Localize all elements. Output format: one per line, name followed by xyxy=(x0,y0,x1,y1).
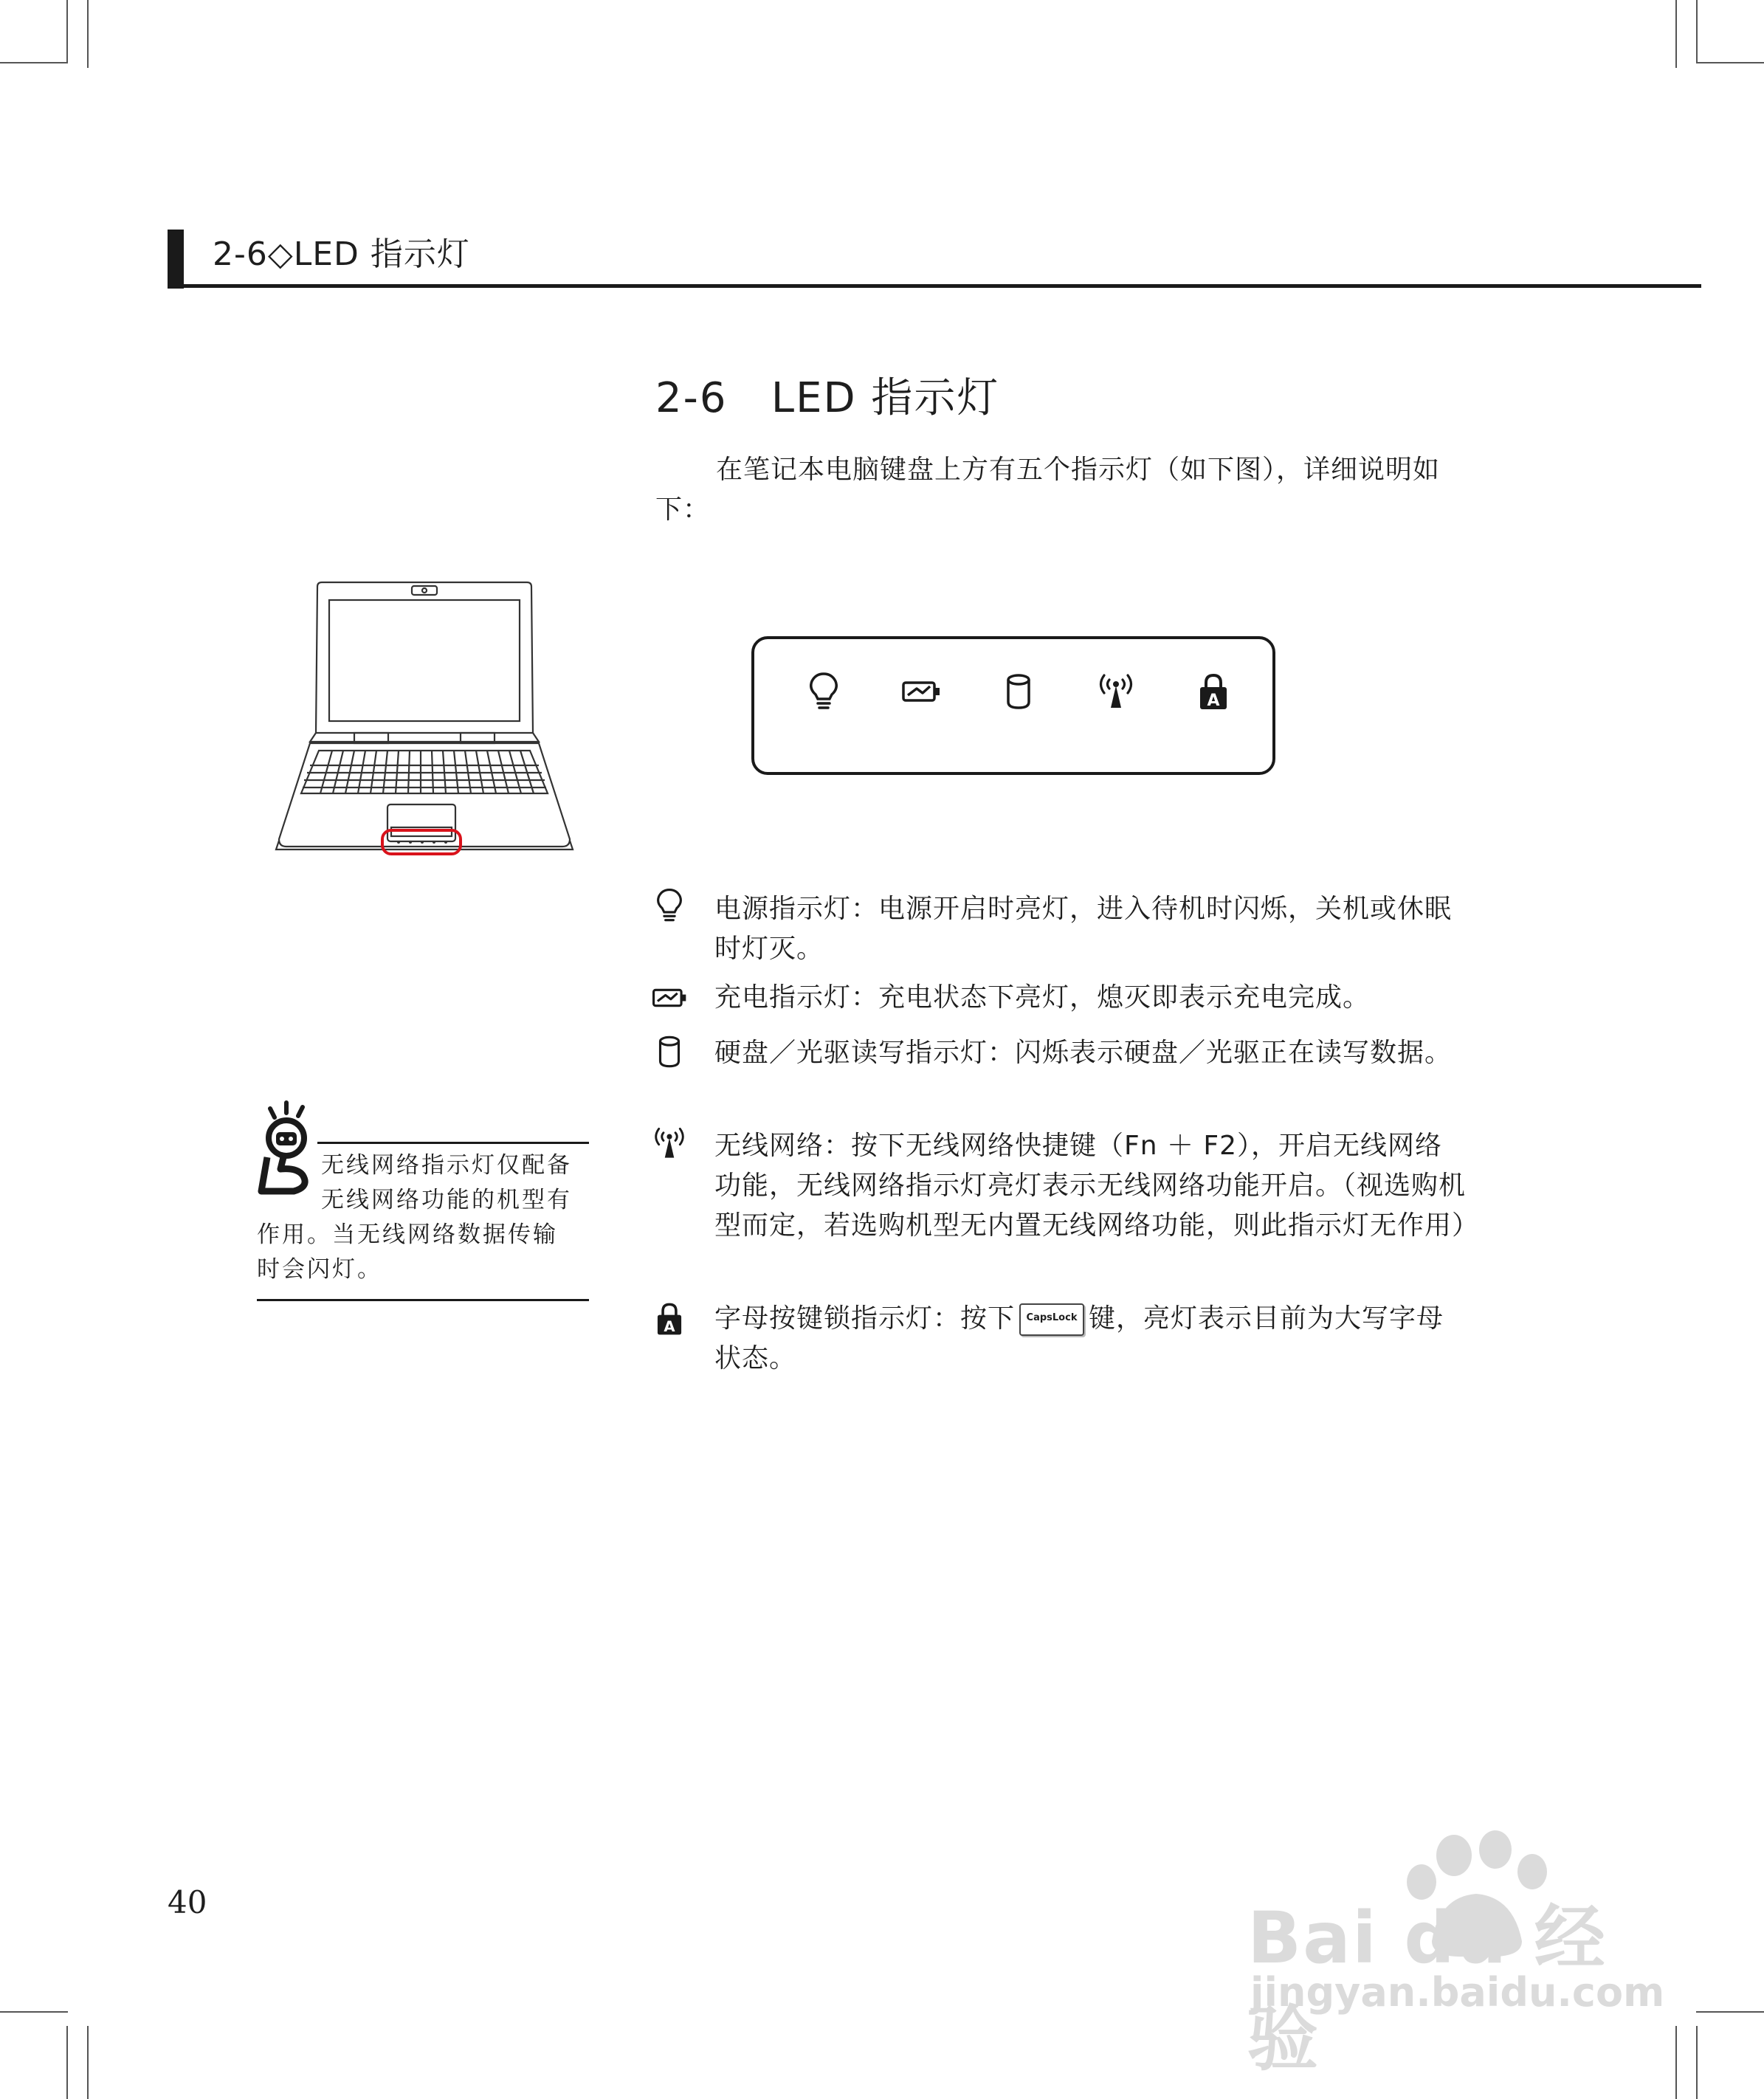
crop-mark xyxy=(1675,0,1677,68)
note-line-2: 无线网络功能的机型有 xyxy=(321,1187,572,1213)
power-icon xyxy=(803,671,844,712)
crop-mark xyxy=(66,0,68,62)
battery-charge-icon xyxy=(900,671,942,712)
capslock-icon xyxy=(651,1300,688,1337)
capslock-led-description xyxy=(714,1299,1469,1379)
crop-mark xyxy=(1696,2011,1764,2013)
page-number: 40 xyxy=(168,1884,207,1920)
note-line-3: 作用。当无线网络数据传输 xyxy=(257,1221,558,1248)
crop-mark xyxy=(1675,2026,1677,2099)
crop-mark xyxy=(0,62,68,63)
wireless-led-description: 无线网络：按下无线网络快捷键（Fn ＋ F2），开启无线网络功能，无线网络指示灯亮灯表示无线网络功能开启。（视选购机型而定，若选购机型无内置无线网络功能，则此指示灯无作用） xyxy=(714,1131,1480,1241)
battery-charge-icon xyxy=(651,979,688,1016)
capslock-text-after: 键，亮灯表示目前为大写字母状态。 xyxy=(714,1303,1444,1374)
watermark-brand: Bai du 经验 xyxy=(1247,1897,1607,2081)
capslock-text-before: 字母按键锁指示灯：按下 xyxy=(714,1303,1016,1334)
crop-mark xyxy=(1696,0,1698,62)
laptop-illustration xyxy=(273,579,579,860)
header-marker xyxy=(168,230,184,289)
capslock-key: CapsLock xyxy=(1019,1303,1084,1336)
baidu-watermark xyxy=(1247,1830,1675,2081)
watermark-url: jingyan.baidu.com xyxy=(1250,1969,1665,2016)
hdd-led-description: 硬盘／光驱读写指示灯：闪烁表示硬盘／光驱正在读写数据。 xyxy=(714,1038,1453,1068)
note-line-4: 时会闪灯。 xyxy=(257,1256,382,1283)
led-indicator-panel xyxy=(751,636,1275,775)
crop-mark xyxy=(1696,2026,1698,2099)
hdd-icon xyxy=(998,671,1039,712)
note-bottom-rule xyxy=(257,1299,589,1301)
running-header-title: 2-6◇LED 指示灯 xyxy=(213,235,470,273)
capslock-icon xyxy=(1193,671,1234,712)
tip-mascot-icon xyxy=(251,1100,317,1210)
crop-mark xyxy=(66,2026,68,2099)
note-line-1: 无线网络指示灯仅配备 xyxy=(321,1152,572,1179)
wireless-icon xyxy=(1095,671,1137,712)
svg-text:A: A xyxy=(664,1317,675,1335)
header-rule xyxy=(168,284,1701,288)
charge-led-description: 充电指示灯：充电状态下亮灯，熄灭即表示充电完成。 xyxy=(714,982,1371,1013)
hdd-icon xyxy=(651,1033,688,1070)
crop-mark xyxy=(0,2011,68,2013)
svg-text:A: A xyxy=(1207,692,1220,710)
power-led-description: 电源指示灯：电源开启时亮灯，进入待机时闪烁，关机或休眠时灯灭。 xyxy=(714,894,1453,964)
crop-mark xyxy=(87,0,89,68)
crop-mark xyxy=(87,2026,89,2099)
wireless-icon xyxy=(651,1125,688,1162)
intro-paragraph: 在笔记本电脑键盘上方有五个指示灯（如下图），详细说明如下： xyxy=(655,455,1441,525)
section-title: 2-6 LED 指示灯 xyxy=(655,374,1000,422)
note-top-rule xyxy=(317,1142,589,1144)
crop-mark xyxy=(1696,62,1764,63)
power-icon xyxy=(651,887,688,924)
